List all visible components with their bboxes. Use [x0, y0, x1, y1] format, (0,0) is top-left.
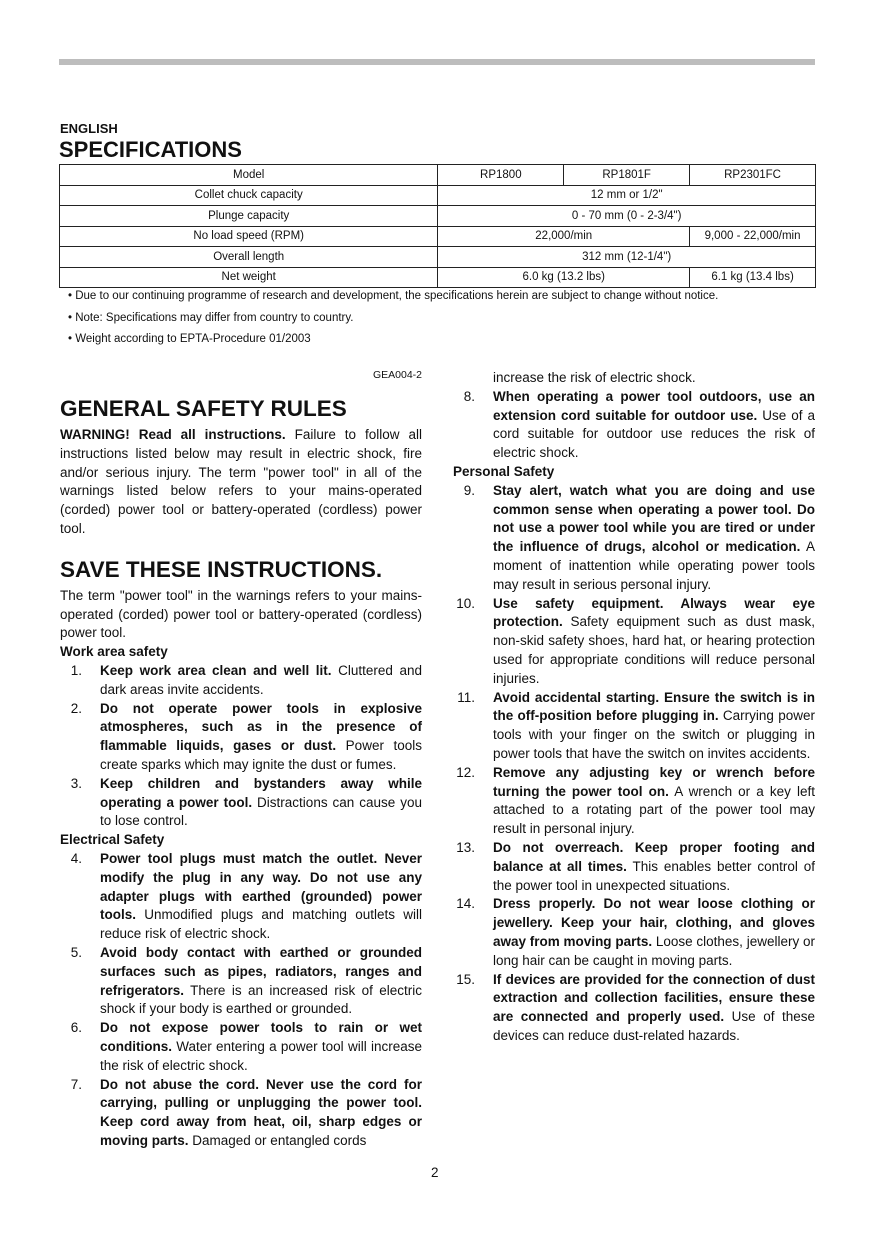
table-header: RP2301FC	[690, 165, 816, 186]
table-cell: 6.0 kg (13.2 lbs)	[438, 267, 690, 288]
item-text: This enables better control of the power tool in unexpected situations.	[493, 858, 815, 893]
table-cell: 9,000 - 22,000/min	[690, 226, 816, 247]
list-item	[60, 850, 422, 944]
item-bold-text: Do not abuse the cord. Never use the cord for carrying, pulling or unplugging the power tool. Keep cord away from heat, oil, sharp edges or moving parts.	[100, 1076, 422, 1148]
item-number: 12.	[456, 764, 475, 780]
item-bold-text: Power tool plugs must match the outlet. Never modify the plug in any way. Do not use any adapter plugs with earthed (grounded) power tools.	[100, 850, 422, 923]
item-text: Carrying power tools with your finger on the switch or plugging in power tools that have the switch on invites accidents.	[493, 708, 815, 761]
left-column	[60, 366, 422, 1151]
section-title: GENERAL SAFETY RULES	[60, 396, 347, 421]
table-row	[60, 267, 816, 288]
table-row	[60, 247, 816, 268]
spec-notes	[68, 290, 718, 355]
item-number: 5.	[70, 944, 82, 960]
list-item	[60, 662, 422, 700]
paragraph: The term "power tool" in the warnings refers to your mains-operated (corded) power tool or battery-operated (cordless) power tool.	[60, 587, 422, 641]
table-cell: 6.1 kg (13.4 lbs)	[690, 267, 816, 288]
table-cell: 312 mm (12-1/4")	[438, 247, 816, 268]
item-bold-text: Keep work area clean and well lit.	[100, 662, 332, 678]
item-text: Use of these devices can reduce dust-related hazards.	[493, 1009, 815, 1043]
list-item	[60, 944, 422, 1019]
item-text: Use of a cord suitable for outdoor use reduces the risk of electric shock.	[493, 407, 816, 461]
item-bold-text: Avoid accidental starting. Ensure the switch is in the off-position before plugging in.	[493, 689, 815, 724]
item-bold-text: Do not operate power tools in explosive atmospheres, such as in the presence of flammable liquids, gases or dust.	[100, 700, 422, 754]
item-bold-text: Do not expose power tools to rain or wet conditions.	[100, 1020, 422, 1054]
list-item	[453, 595, 815, 689]
section-title: SAVE THESE INSTRUCTIONS.	[60, 556, 383, 582]
item-number: 15.	[456, 971, 475, 987]
item-number: 14.	[456, 896, 475, 912]
table-header: Model	[60, 165, 438, 186]
warning-paragraph	[60, 426, 422, 539]
item-bold-text: Stay alert, watch what you are doing and use common sense when operating a power tool. Do not use a power tool while you are tired or under the influence of drugs, alcohol or medication.	[493, 482, 815, 555]
item-bold-text: Keep children and bystanders away while operating a power tool.	[100, 775, 422, 810]
item-text: Safety equipment such as dust mask, non-skid safety shoes, hard hat, or hearing protection used for appropriate conditions will reduce personal injuries.	[493, 614, 815, 686]
item-bold-text: Use safety equipment. Always wear eye protection.	[493, 595, 815, 630]
page-title: SPECIFICATIONS	[59, 137, 242, 162]
table-header: RP1801F	[564, 165, 690, 186]
item-text: A moment of inattention while operating power tools may result in serious personal injury.	[493, 539, 816, 592]
item-bold-text: Dress properly. Do not wear loose clothing or jewellery. Keep your hair, clothing, and gloves away from moving parts.	[493, 896, 815, 949]
table-cell: Overall length	[60, 247, 438, 268]
note: • Due to our continuing programme of research and development, the specifications herein are subject to change without notice.	[68, 290, 719, 302]
item-bold-text: When operating a power tool outdoors, use an extension cord suitable for outdoor use.	[493, 388, 815, 423]
list-item	[60, 1076, 422, 1151]
list-item-continuation: increase the risk of electric shock.	[493, 370, 696, 385]
item-bold-text: Avoid body contact with earthed or grounded surfaces such as pipes, radiators, ranges and refrigerators.	[100, 944, 422, 998]
list-item	[453, 764, 815, 839]
item-number: 9.	[463, 482, 475, 498]
subsection-title: Electrical Safety	[60, 832, 165, 848]
list-item	[453, 839, 815, 895]
list-item	[453, 895, 815, 970]
item-bold-text: Remove any adjusting key or wrench before turning the power tool on.	[493, 764, 815, 799]
table-header: RP1800	[438, 165, 564, 186]
language-label: ENGLISH	[60, 121, 118, 136]
table-row	[60, 206, 816, 227]
item-number: 2.	[70, 700, 82, 716]
table-row	[60, 226, 816, 247]
list-item	[453, 482, 815, 595]
warning-label: WARNING! Read all instructions.	[60, 427, 286, 442]
item-text: Loose clothes, jewellery or long hair can be caught in moving parts.	[493, 933, 815, 968]
item-number: 13.	[456, 839, 475, 855]
item-text: Water entering a power tool will increase the risk of electric shock.	[100, 1038, 422, 1073]
table-cell: No load speed (RPM)	[60, 226, 438, 247]
list-item	[453, 388, 815, 463]
table-cell: Net weight	[60, 267, 438, 288]
table-row	[60, 185, 816, 206]
item-number: 7.	[70, 1076, 82, 1092]
header-rule	[59, 59, 815, 65]
item-text: There is an increased risk of electric shock if your body is earthed or grounded.	[100, 982, 422, 1017]
item-text: Cluttered and dark areas invite accidents.	[100, 662, 422, 697]
subsection-title: Personal Safety	[453, 463, 555, 479]
item-number: 10.	[456, 595, 475, 611]
item-text: Power tools create sparks which may ignite the dust or fumes.	[100, 738, 422, 772]
page-number: 2	[431, 1165, 439, 1180]
item-number: 11.	[457, 689, 475, 705]
list-item	[60, 700, 422, 775]
note: • Weight according to EPTA-Procedure 01/2003	[68, 333, 311, 345]
item-number: 1.	[70, 662, 82, 678]
item-text: Damaged or entangled cords	[188, 1132, 367, 1148]
table-cell: 22,000/min	[438, 226, 690, 247]
table-cell: Collet chuck capacity	[60, 185, 438, 206]
document-code: GEA004-2	[372, 369, 422, 381]
item-number: 4.	[70, 850, 82, 866]
item-number: 8.	[463, 388, 475, 404]
warning-text: Failure to follow all instructions listed below may result in electric shock, fire and/or serious injury. The term "power tool" in all of the warnings listed below refers to your mains-operated (corded) power tool or battery-operated (cordless) power tool.	[60, 427, 422, 536]
right-column	[453, 369, 815, 1046]
item-number: 3.	[70, 775, 82, 791]
table-cell: Plunge capacity	[60, 206, 438, 227]
item-number: 6.	[70, 1020, 82, 1036]
item-text: A wrench or a key left attached to a rotating part of the power tool may result in personal injury.	[493, 783, 815, 837]
list-item	[453, 689, 815, 764]
subsection-title: Work area safety	[60, 644, 168, 660]
list-item	[60, 1019, 422, 1075]
item-text: Unmodified plugs and matching outlets will reduce risk of electric shock.	[100, 907, 422, 942]
list-item	[453, 971, 815, 1046]
note: • Note: Specifications may differ from country to country.	[68, 311, 354, 324]
list-item	[60, 775, 422, 831]
table-row	[60, 165, 816, 186]
item-bold-text: Do not overreach. Keep proper footing and balance at all times.	[493, 839, 815, 874]
table-cell: 0 - 70 mm (0 - 2-3/4")	[438, 206, 816, 227]
specifications-table	[59, 164, 816, 288]
table-cell: 12 mm or 1/2"	[438, 185, 816, 206]
item-bold-text: If devices are provided for the connection of dust extraction and collection facilities, ensure these are connected and properly used.	[493, 971, 815, 1025]
item-text: Distractions can cause you to lose control.	[100, 794, 422, 829]
